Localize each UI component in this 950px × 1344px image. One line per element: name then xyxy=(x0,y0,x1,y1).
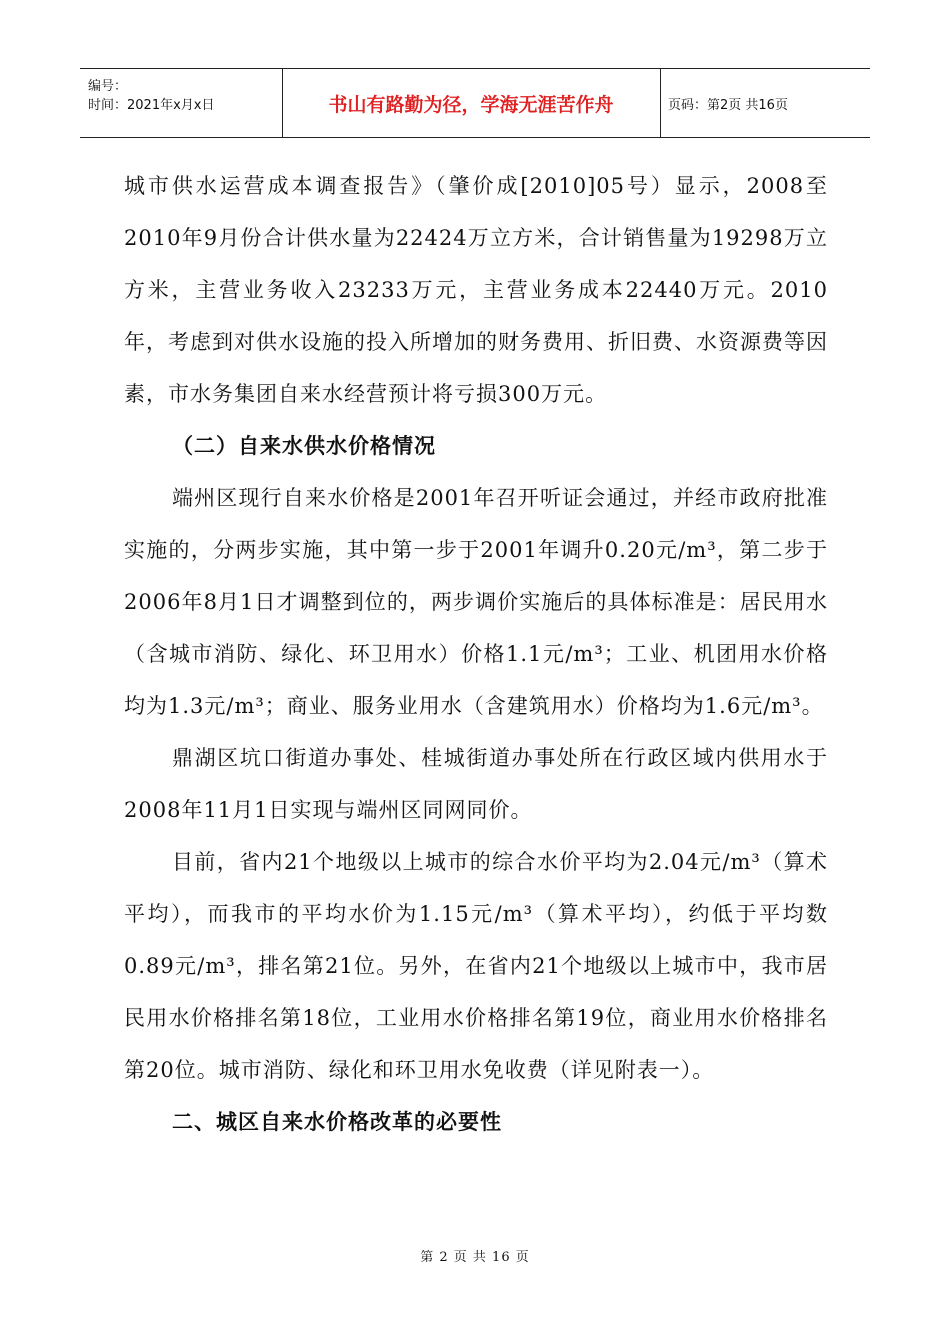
paragraph-province-comparison: 目前，省内21个地级以上城市的综合水价平均为2.04元/m³（算术平均），而我市的平均水价为1.15元/m³（算术平均），约低于平均数0.89元/m³，排名第21位。另外，在省内21个地级以上城市中，我市居民用水价格排名第18位，工业用水价格排名第19位，商业用水价格排名第20位。城市消防、绿化和环卫用水免收费（详见附表一）。 xyxy=(124,850,828,1082)
number-label: 编号： xyxy=(88,79,128,94)
paragraph-dinghu-price: 鼎湖区坑口街道办事处、桂城街道办事处所在行政区域内供用水于2008年11月1日实现与端州区同网同价。 xyxy=(124,746,828,822)
document-body xyxy=(124,160,828,1148)
paragraph-cost-report: 城市供水运营成本调查报告》（肇价成[2010]05号）显示，2008至2010年9月份合计供水量为22424万立方米，合计销售量为19298万立方米，主营业务收入23233万元，主营业务成本22440万元。2010年，考虑到对供水设施的投入所增加的财务费用、折旧费、水资源费等因素，市水务集团自来水经营预计将亏损300万元。 xyxy=(124,174,828,406)
time-label: 时间：2021年x月x日 xyxy=(88,98,215,113)
header-meta xyxy=(80,69,283,137)
page-header xyxy=(80,68,870,138)
paragraph-duanzhou-price: 端州区现行自来水价格是2001年召开听证会通过，并经市政府批准实施的，分两步实施，其中第一步于2001年调升0.20元/m³，第二步于2006年8月1日才调整到位的，两步调价实施后的具体标准是：居民用水（含城市消防、绿化、环卫用水）价格1.1元/m³；工业、机团用水价格均为1.3元/m³；商业、服务业用水（含建筑用水）价格均为1.6元/m³。 xyxy=(124,486,828,718)
header-page-info: 页码：第2页 共16页 xyxy=(668,97,788,113)
header-motto: 书山有路勤为径，学海无涯苦作舟 xyxy=(282,69,661,137)
page-footer: 第 2 页 共 16 页 xyxy=(420,1250,530,1265)
section-heading-water-price: （二）自来水供水价格情况 xyxy=(172,434,436,458)
section-heading-reform-necessity: 二、城区自来水价格改革的必要性 xyxy=(172,1110,502,1134)
